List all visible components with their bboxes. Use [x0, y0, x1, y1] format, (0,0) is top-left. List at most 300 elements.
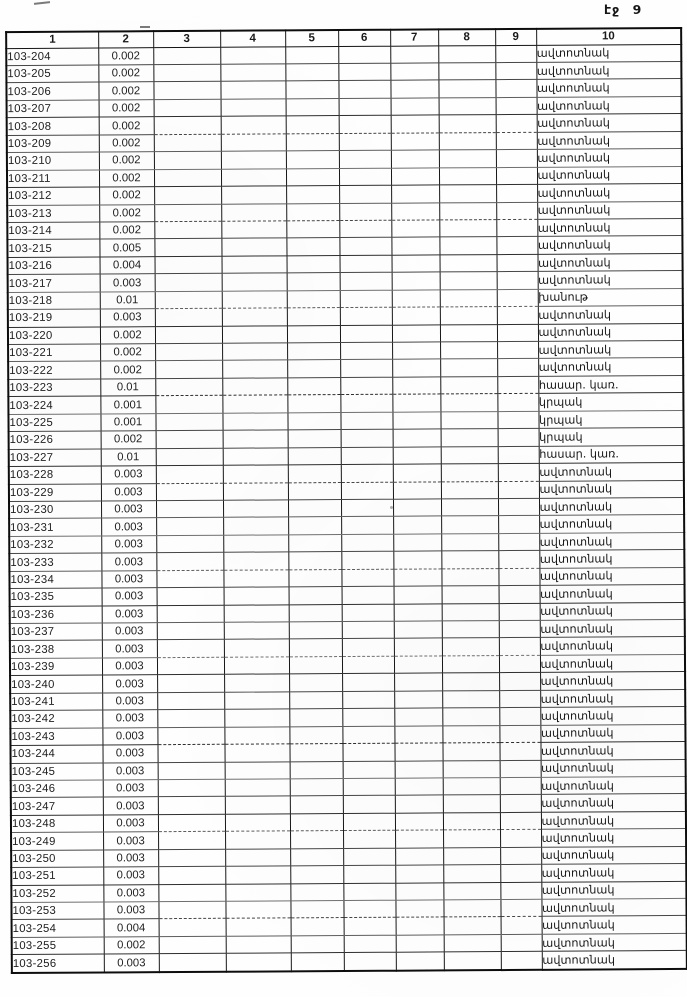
empty-cell [339, 150, 391, 168]
empty-cell [225, 779, 290, 797]
empty-cell [440, 254, 497, 272]
building-type-cell: ավտոտնակ [540, 619, 685, 637]
empty-cell [223, 448, 288, 466]
empty-cell [222, 291, 287, 309]
empty-cell [341, 499, 393, 517]
empty-cell [286, 186, 339, 204]
area-value-cell: 0.003 [102, 588, 157, 606]
empty-cell [495, 62, 536, 80]
building-type-cell: ավտոտնակ [541, 794, 686, 812]
area-value-cell: 0.003 [100, 309, 155, 327]
empty-cell [224, 709, 289, 727]
empty-cell [158, 779, 225, 797]
empty-cell [225, 831, 290, 849]
empty-cell [222, 413, 287, 431]
empty-cell [342, 656, 394, 674]
empty-cell [339, 185, 391, 203]
area-value-cell: 0.003 [103, 849, 158, 867]
building-type-cell: ավտոտնակ [537, 253, 682, 271]
empty-cell [442, 743, 499, 761]
empty-cell [339, 220, 391, 238]
parcel-code-cell: 103-255 [12, 937, 104, 955]
empty-cell [155, 413, 222, 431]
empty-cell [341, 429, 393, 447]
parcel-code-cell: 103-235 [10, 588, 102, 606]
empty-cell [394, 586, 442, 604]
empty-cell [342, 604, 394, 622]
empty-cell [288, 482, 341, 500]
empty-cell [344, 935, 396, 953]
empty-cell [395, 813, 443, 831]
empty-cell [498, 568, 539, 586]
area-value-cell: 0.003 [102, 640, 157, 658]
empty-cell [222, 343, 287, 361]
empty-cell [443, 865, 500, 883]
parcel-code-cell: 103-229 [9, 484, 101, 502]
empty-cell [287, 343, 340, 361]
empty-cell [391, 237, 439, 255]
empty-cell [441, 568, 498, 586]
empty-cell [286, 116, 339, 134]
building-type-cell: կրպակ [538, 410, 683, 428]
empty-cell [226, 936, 291, 954]
building-type-cell: ավտոտնակ [540, 637, 685, 655]
empty-cell [222, 395, 287, 413]
empty-cell [500, 760, 541, 778]
empty-cell [285, 64, 338, 82]
empty-cell [158, 866, 225, 884]
empty-cell [342, 708, 394, 726]
empty-cell [225, 814, 290, 832]
empty-cell [288, 569, 341, 587]
building-type-cell: ավտոտնակ [539, 567, 684, 585]
empty-cell [220, 46, 285, 64]
parcel-code-cell: 103-241 [10, 693, 102, 711]
empty-cell [343, 900, 395, 918]
building-type-cell: ավտոտնակ [537, 114, 682, 132]
area-value-cell: 0.003 [101, 501, 156, 519]
empty-cell [341, 447, 393, 465]
empty-cell [225, 901, 290, 919]
empty-cell [155, 291, 222, 309]
area-value-cell: 0.003 [102, 658, 157, 676]
empty-cell [339, 116, 391, 134]
empty-cell [155, 361, 222, 379]
empty-cell [288, 552, 341, 570]
empty-cell [440, 272, 497, 290]
building-type-cell: ավտոտնակ [542, 951, 687, 970]
empty-cell [223, 500, 288, 518]
empty-cell [499, 620, 540, 638]
empty-cell [224, 692, 289, 710]
building-type-cell: հասար. կառ. [538, 375, 683, 393]
empty-cell [287, 412, 340, 430]
empty-cell [287, 395, 340, 413]
empty-cell [221, 116, 286, 134]
empty-cell [440, 359, 497, 377]
empty-cell [222, 256, 287, 274]
empty-cell [497, 289, 538, 307]
empty-cell [500, 812, 541, 830]
empty-cell [287, 360, 340, 378]
parcel-code-cell: 103-248 [11, 815, 103, 833]
parcel-code-cell: 103-230 [9, 501, 101, 519]
empty-cell [223, 535, 288, 553]
area-value-cell: 0.003 [100, 274, 155, 292]
empty-cell [496, 219, 537, 237]
empty-cell [391, 220, 439, 238]
empty-cell [443, 830, 500, 848]
empty-cell [441, 464, 498, 482]
empty-cell [441, 481, 498, 499]
table-row [12, 951, 687, 973]
empty-cell [497, 306, 538, 324]
parcel-code-cell: 103-251 [11, 867, 103, 885]
empty-cell [221, 238, 286, 256]
empty-cell [391, 115, 439, 133]
empty-cell [155, 396, 222, 414]
building-type-cell: ավտոտնակ [540, 672, 685, 690]
empty-cell [156, 535, 223, 553]
parcel-code-cell: 103-222 [8, 361, 100, 379]
empty-cell [342, 726, 394, 744]
area-value-cell: 0.002 [99, 169, 154, 187]
empty-cell [392, 394, 440, 412]
empty-cell [497, 341, 538, 359]
parcel-code-cell: 103-211 [7, 170, 99, 188]
empty-cell [226, 918, 291, 936]
empty-cell [393, 534, 441, 552]
column-header: 7 [390, 29, 438, 45]
empty-cell [344, 953, 396, 971]
parcel-code-cell: 103-249 [11, 832, 103, 850]
parcel-code-cell: 103-234 [9, 571, 101, 589]
building-type-cell: ավտոտնակ [536, 44, 681, 62]
parcel-code-cell: 103-224 [8, 396, 100, 414]
empty-cell [157, 709, 224, 727]
building-type-cell: խանութ [538, 288, 683, 306]
building-type-cell: ավտոտնակ [538, 306, 683, 324]
empty-cell [443, 778, 500, 796]
empty-cell [442, 655, 499, 673]
empty-cell [157, 692, 224, 710]
parcel-code-cell: 103-252 [11, 885, 103, 903]
empty-cell [500, 899, 541, 917]
empty-cell [394, 708, 442, 726]
area-value-cell: 0.002 [100, 344, 155, 362]
empty-cell [158, 762, 225, 780]
empty-cell [285, 46, 338, 64]
parcel-code-cell: 103-205 [6, 65, 98, 83]
parcel-code-cell: 103-244 [10, 745, 102, 763]
empty-cell [441, 499, 498, 517]
empty-cell [441, 533, 498, 551]
building-type-cell: ավտոտնակ [540, 585, 685, 603]
empty-cell [221, 169, 286, 187]
building-type-cell: ավտոտնակ [538, 358, 683, 376]
empty-cell [392, 255, 440, 273]
empty-cell [393, 447, 441, 465]
empty-cell [339, 203, 391, 221]
parcel-code-cell: 103-245 [11, 763, 103, 781]
empty-cell [500, 830, 541, 848]
empty-cell [341, 517, 393, 535]
area-value-cell: 0.005 [99, 239, 154, 257]
building-type-cell: ավտոտնակ [540, 724, 685, 742]
empty-cell [395, 865, 443, 883]
empty-cell [342, 691, 394, 709]
empty-cell [343, 883, 395, 901]
empty-cell [221, 151, 286, 169]
area-value-cell: 0.002 [99, 134, 154, 152]
empty-cell [154, 239, 221, 257]
empty-cell [496, 115, 537, 133]
empty-cell [392, 359, 440, 377]
empty-cell [498, 481, 539, 499]
empty-cell [155, 308, 222, 326]
empty-cell [154, 186, 221, 204]
empty-cell [394, 743, 442, 761]
empty-cell [440, 324, 497, 342]
empty-cell [392, 325, 440, 343]
empty-cell [289, 604, 342, 622]
building-type-cell: ավտոտնակ [537, 96, 682, 114]
empty-cell [392, 412, 440, 430]
empty-cell [224, 587, 289, 605]
building-type-cell: ավտոտնակ [539, 532, 684, 550]
empty-cell [223, 517, 288, 535]
parcel-code-cell: 103-237 [10, 623, 102, 641]
area-value-cell: 0.003 [102, 605, 157, 623]
empty-cell [499, 725, 540, 743]
empty-cell [342, 621, 394, 639]
empty-cell [338, 46, 390, 64]
empty-cell [498, 446, 539, 464]
parcel-code-cell: 103-228 [9, 466, 101, 484]
area-value-cell: 0.002 [99, 187, 154, 205]
empty-cell [153, 47, 220, 65]
parcel-code-cell: 103-208 [7, 117, 99, 135]
building-type-cell: ավտոտնակ [540, 707, 685, 725]
area-value-cell: 0.01 [100, 379, 155, 397]
empty-cell [289, 656, 342, 674]
column-header: 6 [338, 30, 390, 46]
area-value-cell: 0.002 [99, 222, 154, 240]
empty-cell [288, 500, 341, 518]
empty-cell [497, 272, 538, 290]
empty-cell [392, 342, 440, 360]
area-value-cell: 0.003 [103, 815, 158, 833]
empty-cell [392, 272, 440, 290]
column-header: 1 [6, 32, 98, 49]
empty-cell [224, 604, 289, 622]
parcel-code-cell: 103-232 [9, 536, 101, 554]
empty-cell [340, 360, 392, 378]
empty-cell [501, 934, 542, 952]
empty-cell [223, 570, 288, 588]
empty-cell [221, 221, 286, 239]
empty-cell [287, 290, 340, 308]
empty-cell [343, 848, 395, 866]
empty-cell [341, 551, 393, 569]
parcel-code-cell: 103-218 [8, 292, 100, 310]
empty-cell [157, 605, 224, 623]
empty-cell [499, 638, 540, 656]
empty-cell [344, 918, 396, 936]
empty-cell [442, 673, 499, 691]
area-value-cell: 0.003 [103, 867, 158, 885]
empty-cell [498, 463, 539, 481]
empty-cell [396, 935, 444, 953]
building-type-cell: ավտոտնակ [539, 515, 684, 533]
empty-cell [157, 744, 224, 762]
area-value-cell: 0.002 [99, 100, 154, 118]
empty-cell [444, 934, 501, 952]
building-type-cell: ավտոտնակ [537, 184, 682, 202]
empty-cell [287, 325, 340, 343]
column-header: 5 [285, 30, 338, 46]
empty-cell [391, 150, 439, 168]
empty-cell [224, 657, 289, 675]
building-type-cell: ավտոտնակ [539, 497, 684, 515]
building-type-cell: ավտոտնակ [537, 131, 682, 149]
empty-cell [222, 308, 287, 326]
column-header: 9 [495, 29, 536, 45]
parcel-code-cell: 103-210 [7, 152, 99, 170]
empty-cell [496, 132, 537, 150]
empty-cell [440, 394, 497, 412]
area-value-cell: 0.003 [102, 745, 157, 763]
empty-cell [495, 80, 536, 98]
area-value-cell: 0.002 [99, 117, 154, 135]
empty-cell [343, 761, 395, 779]
parcel-code-cell: 103-213 [7, 205, 99, 223]
empty-cell [396, 917, 444, 935]
empty-cell [340, 342, 392, 360]
parcel-code-cell: 103-214 [7, 222, 99, 240]
empty-cell [394, 726, 442, 744]
area-value-cell: 0.003 [102, 692, 157, 710]
empty-cell [287, 377, 340, 395]
building-type-cell: ավտոտնակ [537, 201, 682, 219]
table-scan-area [5, 27, 687, 974]
building-type-cell: ավտոտնակ [542, 916, 687, 934]
empty-cell [439, 202, 496, 220]
column-header: 3 [153, 31, 220, 48]
area-value-cell: 0.003 [103, 797, 158, 815]
area-value-cell: 0.003 [102, 727, 157, 745]
empty-cell [440, 289, 497, 307]
empty-cell [343, 865, 395, 883]
empty-cell [155, 274, 222, 292]
parcel-code-cell: 103-243 [10, 728, 102, 746]
column-header: 8 [438, 29, 495, 45]
empty-cell [223, 482, 288, 500]
empty-cell [286, 221, 339, 239]
empty-cell [221, 134, 286, 152]
empty-cell [342, 586, 394, 604]
area-value-cell: 0.002 [100, 326, 155, 344]
empty-cell [500, 847, 541, 865]
building-type-cell: ավտոտնակ [539, 463, 684, 481]
empty-cell [498, 551, 539, 569]
area-value-cell: 0.002 [99, 204, 154, 222]
empty-cell [290, 813, 343, 831]
empty-cell [222, 360, 287, 378]
parcel-code-cell: 103-212 [7, 187, 99, 205]
empty-cell [158, 832, 225, 850]
empty-cell [156, 448, 223, 466]
empty-cell [225, 883, 290, 901]
empty-cell [391, 202, 439, 220]
empty-cell [158, 849, 225, 867]
empty-cell [498, 498, 539, 516]
empty-cell [441, 516, 498, 534]
parcel-code-cell: 103-207 [7, 100, 99, 118]
empty-cell [290, 848, 343, 866]
area-value-cell: 0.004 [100, 257, 155, 275]
empty-cell [287, 273, 340, 291]
empty-cell [154, 117, 221, 135]
building-type-cell: ավտոտնակ [540, 654, 685, 672]
empty-cell [496, 237, 537, 255]
empty-cell [395, 848, 443, 866]
building-type-cell: ավտոտնակ [541, 846, 686, 864]
empty-cell [395, 760, 443, 778]
empty-cell [391, 168, 439, 186]
empty-cell [438, 63, 495, 81]
empty-cell [439, 132, 496, 150]
empty-cell [499, 742, 540, 760]
empty-cell [439, 150, 496, 168]
empty-cell [441, 446, 498, 464]
empty-cell [339, 133, 391, 151]
empty-cell [224, 744, 289, 762]
empty-cell [497, 411, 538, 429]
empty-cell [289, 709, 342, 727]
empty-cell [158, 901, 225, 919]
parcel-code-cell: 103-225 [8, 414, 100, 432]
empty-cell [439, 185, 496, 203]
parcel-code-cell: 103-204 [6, 48, 98, 66]
empty-cell [154, 99, 221, 117]
empty-cell [496, 167, 537, 185]
empty-cell [496, 150, 537, 168]
empty-cell [159, 936, 226, 954]
empty-cell [339, 98, 391, 116]
empty-cell [501, 952, 542, 970]
parcel-code-cell: 103-242 [10, 710, 102, 728]
area-value-cell: 0.001 [100, 413, 155, 431]
building-type-cell: ավտոտնակ [537, 149, 682, 167]
empty-cell [390, 63, 438, 81]
empty-cell [439, 237, 496, 255]
area-value-cell: 0.001 [100, 396, 155, 414]
empty-cell [290, 778, 343, 796]
area-value-cell: 0.003 [101, 553, 156, 571]
empty-cell [157, 675, 224, 693]
empty-cell [288, 430, 341, 448]
building-type-cell: կրպակ [539, 428, 684, 446]
empty-cell [394, 621, 442, 639]
empty-cell [342, 743, 394, 761]
empty-cell [390, 46, 438, 64]
empty-cell [223, 552, 288, 570]
empty-cell [440, 411, 497, 429]
empty-cell [154, 134, 221, 152]
empty-cell [497, 394, 538, 412]
empty-cell [223, 465, 288, 483]
